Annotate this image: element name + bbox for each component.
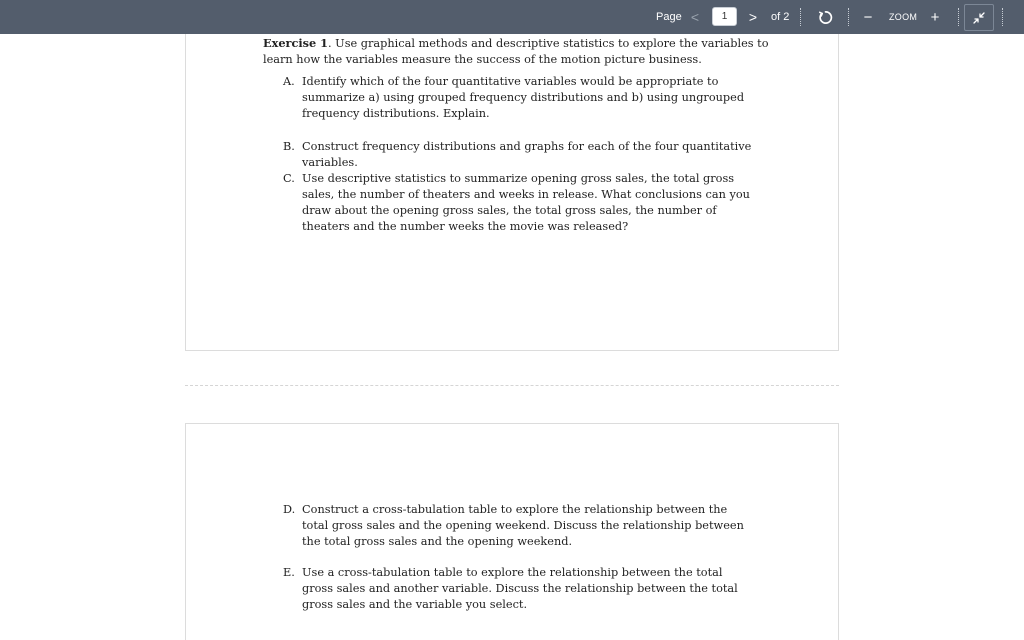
item-letter: C. [283, 172, 295, 185]
item-letter: A. [283, 75, 295, 88]
minus-icon: − [863, 8, 873, 26]
next-page-button[interactable] [746, 0, 760, 34]
item-text: Construct a cross-tabulation table to explore the relationship between the total gross sales and the opening weekend. Discuss the relationship between the total gross sales and the opening weekend. [302, 503, 744, 548]
exercise-item-d [283, 502, 753, 550]
toolbar-divider [800, 8, 801, 26]
exercise-item-a [283, 74, 753, 122]
zoom-in-button[interactable] [928, 0, 942, 34]
toolbar-divider [958, 8, 959, 26]
item-text: Use descriptive statistics to summarize opening gross sales, the total gross sales, the number of theaters and weeks in release. What conclusions can you draw about the opening gross sales, the total gross sales, the number of theaters and the number weeks the movie was released? [302, 172, 750, 233]
rotate-button[interactable] [816, 0, 834, 34]
document-page-1 [185, 34, 839, 351]
page-label: Page [656, 11, 682, 23]
exercise-intro-text: . Use graphical methods and descriptive statistics to explore the variables to learn how the variables measure the success of the motion picture business. [263, 37, 769, 66]
item-letter: D. [283, 503, 296, 516]
rotate-icon [818, 10, 833, 25]
item-text: Identify which of the four quantitative variables would be appropriate to summarize a) using grouped frequency distributions and b) using ungrouped frequency distributions. Explain. [302, 75, 745, 120]
page-number-input[interactable] [712, 7, 737, 26]
document-viewer[interactable] [0, 34, 1024, 640]
exercise-item-b [283, 139, 753, 171]
zoom-label: ZOOM [889, 12, 918, 22]
toolbar-divider [848, 8, 849, 26]
item-letter: E. [283, 566, 295, 579]
page-count-label: of 2 [771, 11, 790, 23]
item-letter: B. [283, 140, 295, 153]
previous-page-button[interactable] [688, 0, 702, 34]
collapse-icon [973, 12, 985, 24]
document-page-2 [185, 423, 839, 640]
exercise-intro [263, 35, 783, 68]
item-text: Construct frequency distributions and graphs for each of the four quantitative variables. [302, 140, 752, 169]
toolbar-divider [1002, 8, 1003, 26]
exercise-title: Exercise 1 [263, 36, 328, 50]
plus-icon: + [930, 8, 940, 26]
exercise-item-e [283, 565, 753, 613]
item-text: Use a cross-tabulation table to explore the relationship between the total gross sales and another variable. Discuss the relationship between the total gross sales and the variable you select. [302, 566, 738, 611]
viewer-toolbar [0, 0, 1024, 34]
zoom-out-button[interactable] [861, 0, 875, 34]
chevron-right-icon: > [748, 9, 758, 25]
chevron-left-icon: < [690, 9, 700, 25]
exercise-item-c [283, 171, 753, 235]
page-separator [185, 385, 839, 386]
collapse-button[interactable] [964, 4, 994, 31]
